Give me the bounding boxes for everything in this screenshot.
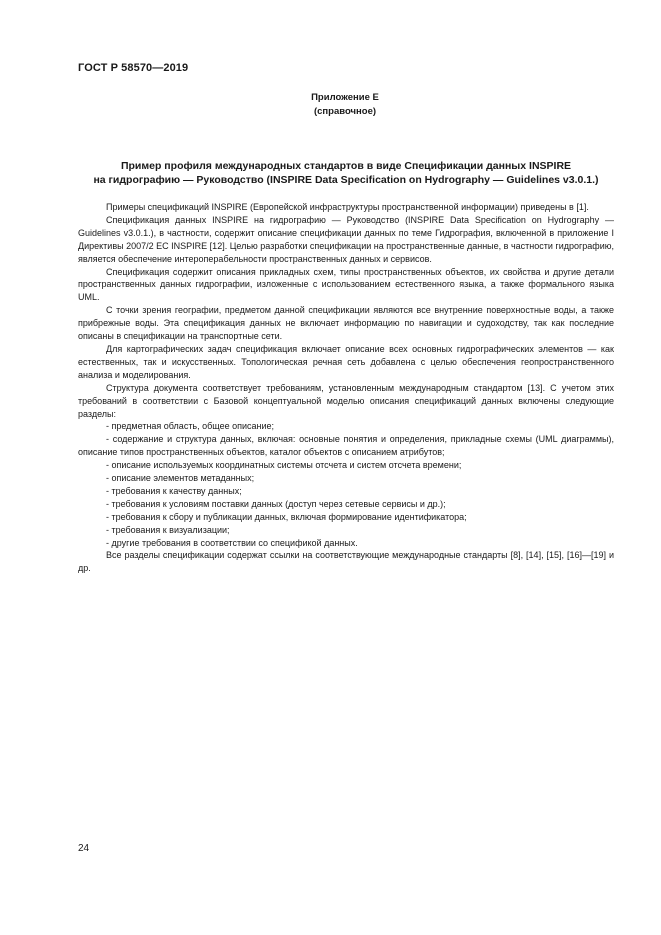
paragraph: Примеры спецификаций INSPIRE (Европейской инфраструктуры пространственной информации) приведены в [1]. xyxy=(106,202,589,212)
paragraph: Для картографических задач спецификация включает описание всех основных гидрографических элементов — как естественных, так и искусственных. Топологическая речная сеть добавлена с целью обеспечения геопространственного анализа и моделирования. xyxy=(78,343,614,380)
appendix-subtitle: (справочное) xyxy=(313,106,377,117)
list-item: - требования к качеству данных; xyxy=(106,485,242,496)
list-item: - описание элементов метаданных; xyxy=(106,473,255,484)
appendix-title: Приложение Е xyxy=(311,92,379,103)
list-item: - описание используемых координатных системы отсчета и систем отсчета времени; xyxy=(106,460,462,471)
document-header-standard: ГОСТ Р 58570—2019 xyxy=(78,62,189,74)
list-item: - предметная область, общее описание; xyxy=(106,421,275,432)
document-body xyxy=(78,201,614,575)
list-item: - требования к условиям поставки данных (доступ через сетевые сервисы и др.); xyxy=(106,498,446,509)
list-item: - требования к визуализации; xyxy=(106,524,230,535)
section-title-line-2: на гидрографию — Руководство (INSPIRE Data Specification on Hydrography — Guidelines v3.0.1.) xyxy=(93,174,599,186)
paragraph: С точки зрения географии, предметом данной спецификации являются все внутренние поверхностные воды, а также прибрежные воды. Эта спецификация данных не включает информацию по навигации и судоходству, так как последние описаны в спецификации на транспортные сети. xyxy=(78,305,614,342)
paragraph: Спецификация данных INSPIRE на гидрографию — Руководство (INSPIRE Data Specification on Hydrography — Guidelines v3.0.1.), в частности, содержит описание спецификации данных по теме Гидрография, включенной в приложение I Директивы 2007/2 EC INSPIRE [12]. Целью разработки спецификации на пространственные данные, в частности гидрографию, является обеспечение интероперабельности пространственных данных и сервисов. xyxy=(78,214,614,264)
list-item: - содержание и структура данных, включая: основные понятия и определения, прикладные схемы (UML диаграммы), описание типов пространственных объектов, каталог объектов с описанием атрибутов; xyxy=(78,434,614,458)
list-item: - другие требования в соответствии со спецификой данных. xyxy=(106,537,358,548)
list-item: - требования к сбору и публикации данных, включая формирование идентификатора; xyxy=(106,511,467,522)
section-title-line-1: Пример профиля международных стандартов в виде Спецификации данных INSPIRE xyxy=(120,160,572,172)
paragraph: Структура документа соответствует требованиям, установленным международным стандартом [13]. С учетом этих требований в соответствии с Базовой концептуальной моделью описания спецификаций данных включены следующие разделы: xyxy=(78,382,614,419)
paragraph: Спецификация содержит описания прикладных схем, типы пространственных объектов, их свойства и другие детали пространственных данных гидрографии, изложенные с использованием естественного языка, а также формального языка UML. xyxy=(78,266,614,303)
closing-paragraph: Все разделы спецификации содержат ссылки на соответствующие международные стандарты [8], [14], [15], [16]—[19] и др. xyxy=(78,550,614,574)
page-number: 24 xyxy=(78,843,90,854)
